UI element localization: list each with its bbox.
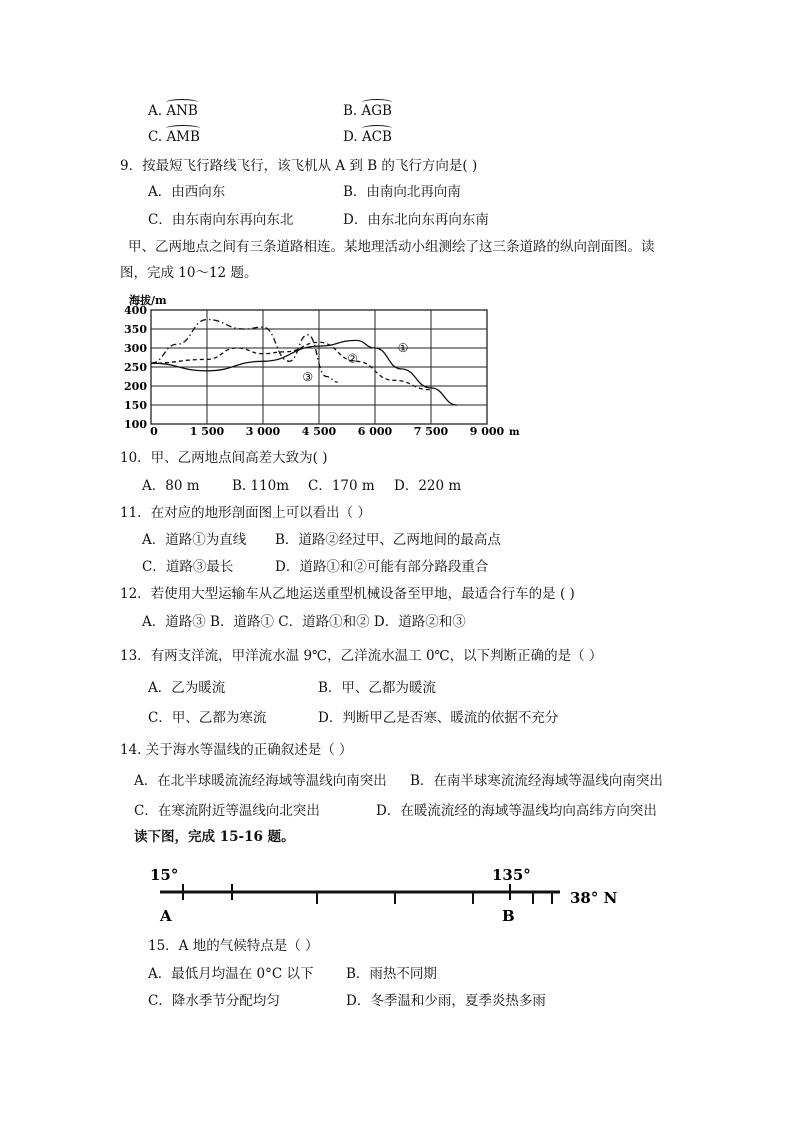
q9-option-d: D．由东北向东再向东南: [343, 212, 489, 228]
y-tick-label: 350: [124, 323, 147, 336]
left-degree-label: 15°: [150, 866, 179, 884]
point-b-label: B: [502, 907, 515, 925]
y-tick-label: 150: [124, 399, 147, 412]
q13-option-c: C．甲、乙都为寒流: [148, 710, 267, 726]
q11-option-d: D．道路①和②可能有部分路段重合: [275, 559, 489, 575]
route-2-label: ②: [347, 351, 358, 366]
y-tick-label: 300: [124, 342, 147, 355]
intro-10-12-line2: 图，完成 10～12 题。: [120, 265, 258, 281]
x-tick-label: 3 000: [245, 425, 281, 438]
q15-option-c: C．降水季节分配均匀: [148, 993, 280, 1009]
q8-option-d-prefix: D.: [343, 129, 362, 145]
q14-option-a: A．在北半球暖流流经海域等温线向南突出: [134, 773, 387, 789]
x-tick-label: 6 000: [357, 425, 393, 438]
q11-option-c: C．道路③最长: [142, 559, 234, 575]
x-tick-label: 9 000: [469, 425, 505, 438]
latitude-line-diagram: [140, 860, 660, 930]
intro-15-16: 读下图，完成 15-16 题。: [134, 829, 295, 845]
q8-option-a-arc: ANB: [166, 103, 198, 119]
q10-option-a: A．80 m: [142, 478, 200, 494]
point-a-label: A: [160, 907, 172, 925]
q13-stem: 13．有两支洋流，甲洋流水温 9℃，乙洋流水温工 0℃，以下判断正确的是（ ）: [120, 648, 603, 664]
q8-option-c-prefix: C.: [148, 129, 167, 145]
q9-stem: 9．按最短飞行路线飞行，该飞机从 A 到 B 的飞行方向是( ): [120, 158, 478, 174]
q15-option-d: D．冬季温和少雨，夏季炎热多雨: [346, 993, 546, 1009]
q11-option-b: B．道路②经过甲、乙两地间的最高点: [275, 532, 501, 548]
q15-stem: 15．A 地的气候特点是（ ）: [148, 938, 319, 954]
q13-option-a: A．乙为暖流: [148, 680, 226, 696]
y-tick-label: 250: [124, 361, 147, 374]
route-1-label: ①: [397, 341, 409, 355]
q10-option-d: D．220 m: [394, 478, 462, 494]
x-tick-label: 7 500: [413, 425, 449, 438]
q8-option-c-arc: AMB: [166, 129, 200, 145]
x-tick-label: 0: [150, 425, 158, 438]
q9-option-b: B．由南向北再向南: [343, 184, 461, 200]
q14-option-b: B．在南半球寒流流经海域等温线向南突出: [410, 773, 663, 789]
q14-option-c: C．在寒流附近等温线向北突出: [134, 803, 320, 819]
q14-option-d: D．在暖流流经的海域等温线均向高纬方向突出: [376, 803, 657, 819]
q12-stem: 12．若使用大型运输车从乙地运送重型机械设备至甲地，最适合行车的是 ( ): [120, 586, 575, 602]
q8-option-b-prefix: B.: [343, 103, 362, 119]
q10-option-b: B. 110m: [232, 478, 290, 494]
q14-stem: 14. 关于海水等温线的正确叙述是（ ）: [120, 742, 353, 758]
q8-option-c: [148, 128, 200, 146]
q9-option-a: A．由西向东: [148, 184, 226, 200]
q8-option-b-arc: AGB: [361, 103, 392, 119]
q15-option-a: A．最低月均温在 0°C 以下: [148, 966, 314, 982]
q8-option-d-arc: ACB: [361, 129, 392, 145]
y-axis-label: 海拔/m: [129, 294, 167, 307]
q8-option-d: [343, 128, 392, 146]
q11-stem: 11．在对应的地形剖面图上可以看出（ ）: [120, 505, 371, 521]
right-degree-label: 135°: [492, 866, 531, 884]
q12-options: A．道路③ B．道路① C．道路①和② D．道路②和③: [142, 614, 466, 630]
q13-option-d: D．判断甲乙是否寒、暖流的依据不充分: [318, 710, 559, 726]
latitude-label: 38° N: [570, 889, 618, 907]
q8-option-b: [343, 102, 392, 120]
y-tick-label: 200: [124, 380, 147, 393]
q9-option-c: C．由东南向东再向东北: [148, 212, 294, 228]
intro-10-12-line1: 甲、乙两地点之间有三条道路相连。某地理活动小组测绘了这三条道路的纵向剖面图。读: [128, 239, 655, 255]
y-tick-label: 100: [124, 418, 147, 431]
x-tick-label: 1 500: [189, 425, 225, 438]
route-2-line: [151, 342, 431, 390]
x-axis-unit: m: [509, 427, 520, 438]
x-tick-label: 4 500: [301, 425, 337, 438]
y-tick-label: 400: [124, 304, 147, 317]
q10-stem: 10．甲、乙两地点间高差大致为( ): [120, 450, 328, 466]
q13-option-b: B．甲、乙都为暖流: [318, 680, 436, 696]
q10-option-c: C．170 m: [308, 478, 375, 494]
q11-option-a: A．道路①为直线: [142, 532, 247, 548]
route-3-label: ③: [302, 369, 314, 384]
q8-option-a: [148, 102, 198, 120]
elevation-profile-chart: [118, 290, 638, 440]
q15-option-b: B．雨热不同期: [346, 966, 437, 982]
q8-option-a-prefix: A.: [148, 103, 167, 119]
